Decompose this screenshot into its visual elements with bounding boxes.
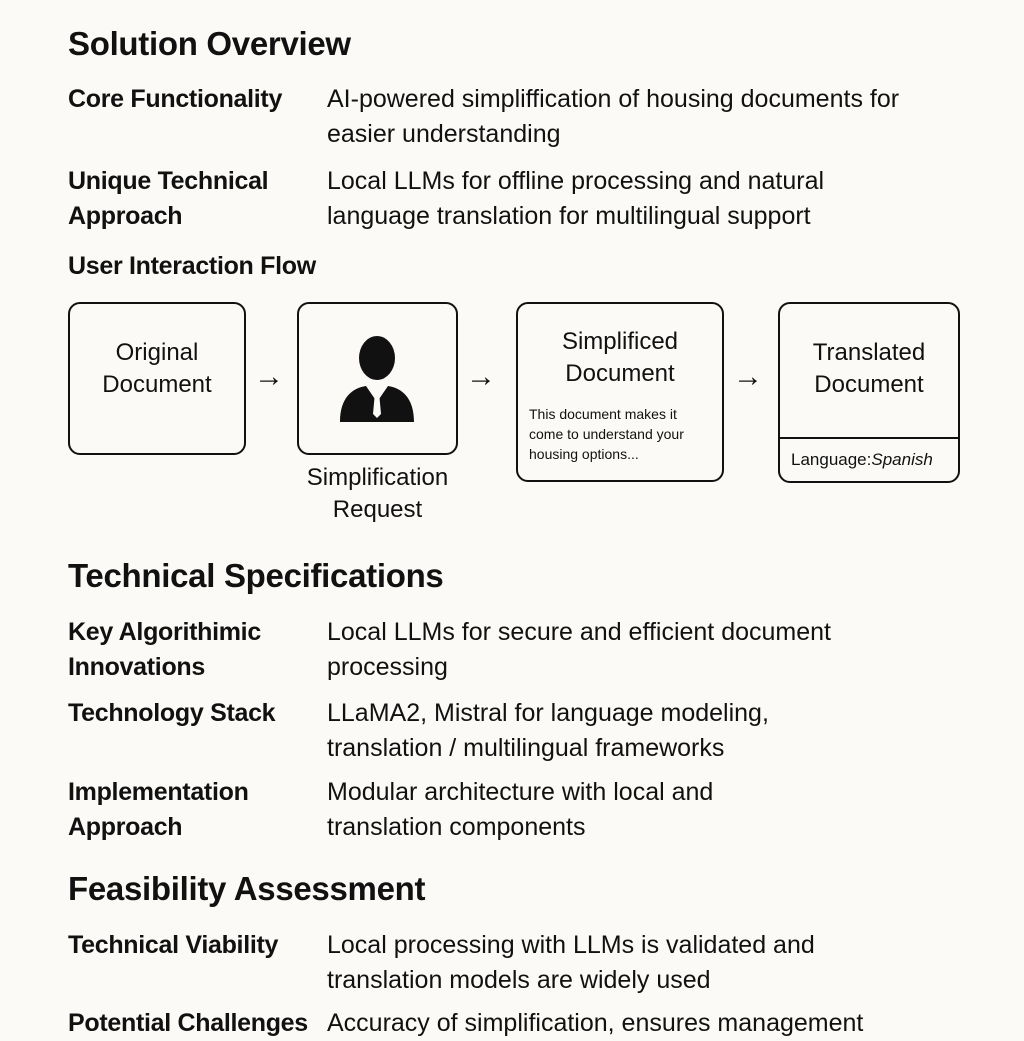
row-label: Unique Technical Approach [68,167,269,230]
original-document-box [68,302,246,455]
language-label: Language: [791,450,872,469]
user-interaction-flow-heading: User Interaction Flow [68,252,316,280]
row-label: Potential Challenges [68,1009,308,1037]
simplification-request-box [297,302,458,455]
translated-document-title: Translated Document [812,339,926,398]
simplified-document-excerpt: This document makes it come to understand your housing options... [529,406,684,462]
simplified-document-box [516,302,724,482]
arrow-icon: → [733,360,763,393]
row-label: Core Functionality [68,85,283,113]
original-document-label: Original Document [102,339,212,398]
row-label: Technical Viability [68,931,279,959]
row-value: LLaMA2, Mistral for language modeling, translation / multilingual frameworks [327,699,769,762]
solution-overview-heading: Solution Overview [68,25,351,62]
language-value: Spanish [871,450,933,469]
language-divider [780,437,958,439]
row-value: Local LLMs for secure and efficient document processing [327,618,831,681]
simplified-document-title: Simplificed Document [561,328,679,387]
translated-document-box [778,302,960,483]
row-label: Implementation Approach [68,778,249,841]
row-value: Local LLMs for offline processing and natural language translation for multilingual support [327,167,825,230]
language-tag [791,449,933,471]
row-value: Modular architecture with local and translation components [327,778,714,841]
arrow-icon: → [254,360,284,393]
simplification-request-label: Simplification Request [306,464,449,523]
row-label: Key Algorithimic Innovations [68,618,261,681]
technical-specifications-heading: Technical Specifications [68,557,444,594]
row-value: Local processing with LLMs is validated and translation models are widely used [327,931,815,994]
row-label: Technology Stack [68,699,276,727]
row-value: Accuracy of simplification, ensures management [327,1009,864,1037]
row-value: AI-powered simpliffication of housing documents for easier understanding [327,85,900,148]
user-icon [338,332,416,424]
arrow-icon: → [466,360,496,393]
feasibility-assessment-heading: Feasibility Assessment [68,870,426,907]
